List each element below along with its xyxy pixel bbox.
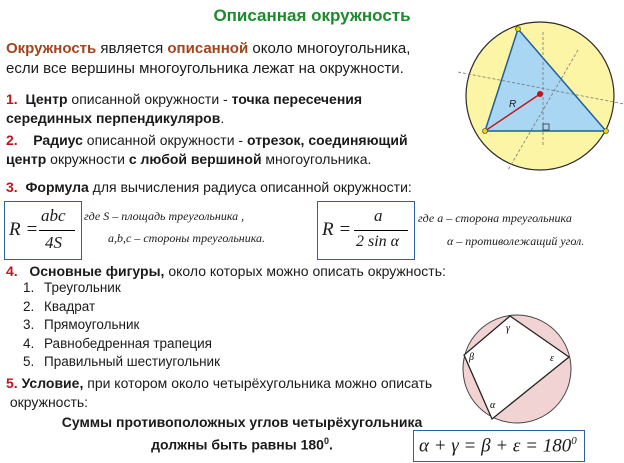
formula-2-box [317, 201, 415, 260]
item-1-number: 1. [6, 91, 18, 107]
radius-label: R [509, 99, 517, 110]
condition-line-2 [0, 432, 484, 455]
definition-text-2: около многоугольника, [248, 40, 411, 57]
formula-2-note-1: где a – сторона треугольника [418, 211, 572, 225]
definition-term-circumscribed: описанной [167, 40, 249, 57]
item-3-text: для вычисления радиуса описанной окружности: [88, 179, 412, 195]
formula-1-fraction-bar [39, 230, 75, 231]
item-1-bold-2: серединных перпендикуляров [6, 110, 221, 126]
shape-item: 1. Треугольник [38, 279, 280, 298]
formula-3-degree: 0 [571, 435, 577, 447]
definition-text: является [96, 40, 168, 57]
item-1-bold: точка пересечения [231, 91, 363, 107]
item-2-bold: отрезок, соединяющий [246, 132, 408, 148]
vertex-a [516, 27, 521, 32]
circle-center [537, 91, 543, 97]
item-1-text: описанной окружности - [67, 91, 232, 107]
item-2-end: многоугольника. [261, 151, 372, 167]
formula-1-lhs: R = [9, 219, 39, 240]
formula-3-expression: α + γ = β + ε = 180 [419, 435, 572, 457]
item-5-text-2: окружность: [9, 394, 89, 410]
cyclic-quadrilateral-figure [458, 312, 576, 426]
item-5-number: 5. [6, 375, 18, 391]
formula-2-lhs: R = [322, 219, 352, 240]
formula-2-numerator: a [374, 206, 383, 225]
condition-text: должны быть равны 180 [151, 436, 324, 453]
condition-end: . [328, 436, 333, 453]
item-3-number: 3. [6, 179, 18, 195]
item-2-text-2: окружности [46, 151, 129, 167]
item-5-term: Условие, [21, 375, 84, 391]
vertex-c [604, 129, 609, 134]
vertex-b [483, 129, 488, 134]
item-2 [6, 131, 426, 169]
item-1-term: Центр [25, 91, 68, 107]
circumscribed-triangle-figure [448, 20, 624, 180]
item-3 [6, 178, 446, 197]
formula-1-note-1: где S – площадь треугольника , [84, 209, 245, 223]
shape-item: 5. Правильный шестиугольник [38, 353, 280, 372]
item-2-number: 2. [6, 132, 18, 148]
condition-degree: 0 [323, 436, 329, 446]
item-2-bold-2: центр [6, 151, 47, 167]
formula-1-denominator: 4S [45, 233, 62, 252]
definition-term-circle: Окружность [6, 40, 97, 57]
formula-1-box [4, 201, 82, 260]
formula-3-box [413, 430, 585, 462]
shapes-list [20, 279, 280, 372]
condition-line-1: Суммы противоположных углов четырёхугольника [61, 414, 423, 430]
item-1 [6, 90, 406, 128]
item-4-number: 4. [6, 263, 18, 279]
page-title: Описанная окружность [213, 6, 411, 25]
item-2-term: Радиус [33, 132, 83, 148]
angle-beta: β [469, 352, 474, 363]
item-4-term: Основные фигуры, [29, 263, 165, 279]
formula-2-fraction-bar [354, 230, 408, 231]
shape-item: 2. Квадрат [38, 298, 280, 317]
item-5-text: при котором около четырёхугольника можно описать [83, 375, 433, 391]
formula-1-numerator: abc [41, 206, 66, 225]
formula-1-note-2: a,b,c – стороны треугольника. [108, 231, 266, 245]
item-4-text: около которых можно описать окружность: [164, 263, 446, 279]
item-2-bold-3: с любой вершиной [128, 151, 262, 167]
definition-line-2: если все вершины многоугольника лежат на окружности. [6, 60, 404, 77]
definition [6, 39, 446, 79]
item-2-text: описанной окружности - [82, 132, 247, 148]
formula-2-denominator: 2 sin α [356, 233, 400, 250]
item-5 [6, 374, 456, 412]
item-3-term: Формула [25, 179, 89, 195]
angle-gamma: γ [506, 323, 510, 334]
angle-alpha: α [490, 400, 496, 411]
formula-2-note-2: α – противолежащий угол. [447, 234, 585, 248]
item-1-end: . [220, 110, 225, 126]
formula-3-text [419, 435, 577, 457]
angle-epsilon: ε [550, 353, 554, 364]
shape-item: 3. Прямоугольник [38, 316, 280, 335]
shape-item: 4. Равнобедренная трапеция [38, 335, 280, 354]
